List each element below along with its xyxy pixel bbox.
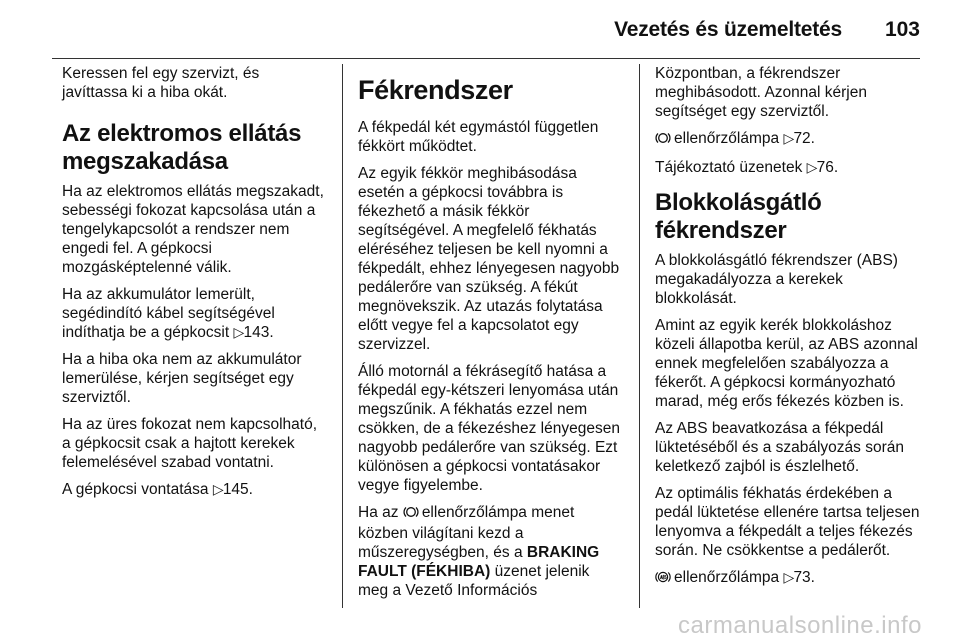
paragraph: A blokkolásgátló fékrendszer (ABS) megakadályozza a kerekek blokkolását. [655,252,898,307]
paragraph-jump-start [62,285,327,342]
paragraph: Az ABS beavatkozása a fékpedál lüktetéséből és a szabályozás során keletkező zajból is észlelhető. [655,420,905,475]
message-label: BRAKING FAULT (FÉKHIBA) [358,544,600,580]
paragraph: Álló motornál a fékrásegítő hatása a fékpedál egy-kétszeri lenyomása után megszűnik. A fékhatás ezzel nem csökken, de a fékezéshez lényegesen nagyobb pedálerőre van szükség. Ezt különösen a gépkocsi vontatásakor vegye figyelembe. [358,363,620,494]
paragraph-text: ellenőrzőlámpa [674,130,780,147]
column-1 [62,64,327,507]
ref-arrow-icon: ▷ [806,159,818,175]
paragraph-text: Ha az [358,504,399,521]
paragraph: Ha a hiba oka nem az akkumulátor lemerülése, kérjen segítséget egy szerviztől. [62,351,302,406]
page-reference[interactable]: 143. [243,324,274,341]
paragraph-abs-ref [655,568,920,589]
intro-paragraph: Keressen fel egy szervizt, és javíttassa ki a hiba okát. [62,65,260,101]
ref-arrow-icon: ▷ [783,130,795,146]
header-title: Vezetés és üzemeltetés [614,18,842,41]
brake-warning-lamp-icon [655,131,671,150]
column-divider-2 [639,64,640,608]
ref-arrow-icon: ▷ [233,324,245,340]
paragraph-towing [62,480,327,499]
column-divider-1 [342,64,343,608]
column-3 [655,64,920,597]
section-title-brakes: Fékrendszer [358,75,513,105]
paragraph: A fékpedál két egymástól független fékkört működtet. [358,119,599,155]
watermark: carmanualsonline.info [678,612,922,639]
page-reference[interactable]: 76. [816,159,839,176]
abs-warning-lamp-icon [655,570,671,589]
ref-arrow-icon: ▷ [783,569,795,585]
paragraph-lamp-ref [655,129,920,150]
paragraph-text: A gépkocsi vontatása [62,481,209,498]
paragraph-brake-lamp [358,503,623,600]
page-reference[interactable]: 73. [793,569,815,586]
paragraph: Az optimális fékhatás érdekében a pedál lüktetése ellenére tartsa teljesen lenyomva a fékpedált a teljes fékezés során. Ne csökkentse a pedálerőt. [655,485,920,559]
section-title-power-loss: Az elektromos ellátás megszakadása [62,120,302,175]
page-number: 103 [884,18,920,41]
page-reference[interactable]: 72. [793,130,815,147]
column-2 [358,64,623,608]
page-header [0,0,960,58]
header-divider [52,58,920,59]
paragraph-messages-ref [655,158,920,177]
paragraph-text: Tájékoztató üzenetek [655,159,803,176]
paragraph-text: üzenet jelenik meg a Vezető Információs [358,563,590,599]
ref-arrow-icon: ▷ [212,481,224,497]
paragraph: Az egyik fékkör meghibásodása esetén a gépkocsi továbbra is fékezhető a másik fékkör segítségével. A megfelelő fékhatás eléréséhez teljesen be kell nyomni a fékpedált, ehhez lényegesen nagyobb pedálerőre van szükség. A fékút megnövekszik. Az utazás folytatása előtt vegye fel a kapcsolatot egy szervizzel. [358,165,620,353]
brake-warning-lamp-icon [403,505,419,524]
section-title-abs: Blokkolásgátló fékrendszer [655,189,822,244]
paragraph: Ha az üres fokozat nem kapcsolható, a gépkocsit csak a hajtott kerekek felemelésével szabad vontatni. [62,416,318,471]
paragraph: Amint az egyik kerék blokkoláshoz közeli állapotba kerül, az ABS azonnal ennek megfelelően szabályozza a fékerőt. A gépkocsi kormányozható marad, még erős fékezés közben is. [655,317,918,410]
paragraph: Ha az elektromos ellátás megszakadt, sebességi fokozat kapcsolása után a tengelykapcsolót a rendszer nem engedi fel. A gépkocsi mozgásképtelenné válik. [62,183,324,276]
paragraph-text: ellenőrzőlámpa menet közben világítani kezd a műszeregységben, és a [358,504,575,561]
paragraph: Központban, a fékrendszer meghibásodott. Azonnal kérjen segítséget egy szerviztől. [655,65,867,120]
page-reference[interactable]: 145. [222,481,253,498]
paragraph-text: ellenőrzőlámpa [674,569,780,586]
paragraph-text: Ha az akkumulátor lemerült, segédindító kábel segítségével indíthatja be a gépkocsit [62,286,275,341]
